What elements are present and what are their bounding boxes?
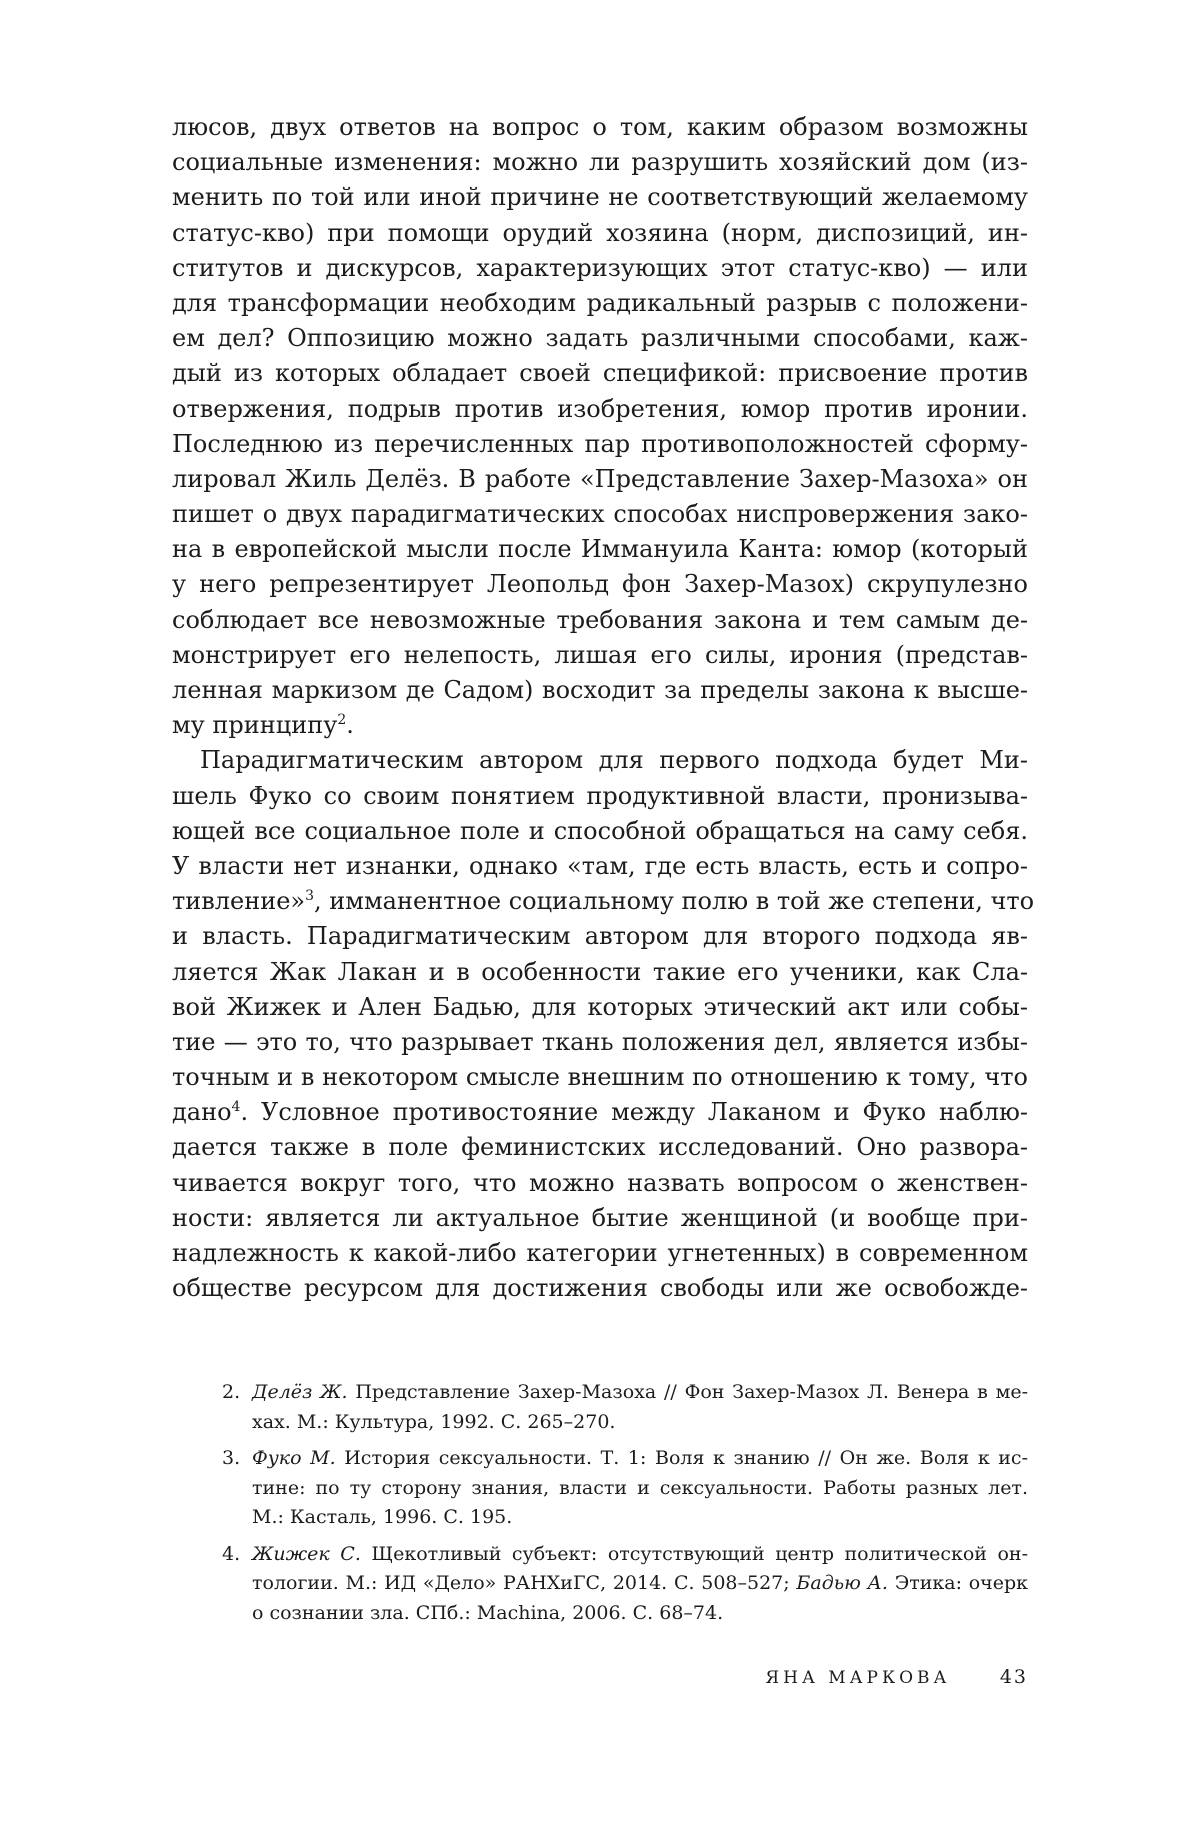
text-line: социальные изменения: можно ли разрушить хозяйский дом (из- xyxy=(172,148,1028,177)
text-line: пишет о двух парадигматических способах ниспровержения зако- xyxy=(172,500,1028,529)
text-line: лировал Жиль Делёз. В работе «Представление Захер-Мазоха» он xyxy=(172,464,1028,493)
text-line: отвержения, подрыв против изобретения, юмор против иронии. xyxy=(172,394,1028,423)
footnote-text: История сексуальности. Т. 1: Воля к знанию // Он же. Воля к ис- xyxy=(335,1447,1028,1469)
footnote-number: 3. xyxy=(222,1447,241,1469)
text-line xyxy=(172,1095,1028,1130)
text-line: ляется Жак Лакан и в особенности такие его ученики, как Сла- xyxy=(172,957,1028,986)
text-line: чивается вокруг того, что можно назвать вопросом о женствен- xyxy=(172,1168,1028,1197)
footnote-author: Бадью А. xyxy=(796,1572,888,1594)
footnote-line xyxy=(252,1444,1028,1474)
footnote-author: Делёз Ж. xyxy=(252,1381,348,1403)
text-segment: дано xyxy=(172,1098,232,1127)
main-text xyxy=(172,110,1035,1306)
footnote-line: о сознании зла. СПб.: Machina, 2006. С. 68–74. xyxy=(252,1601,724,1624)
text-line xyxy=(172,884,1035,919)
text-line: на в европейской мысли после Иммануила Канта: юмор (который xyxy=(172,535,1028,564)
text-line: шель Фуко со своим понятием продуктивной власти, пронизыва- xyxy=(172,781,1028,810)
footnote-text: Представление Захер-Мазоха // Фон Захер-Мазох Л. Венера в ме- xyxy=(347,1381,1029,1403)
text-line: ности: является ли актуальное бытие женщиной (и вообще при- xyxy=(172,1203,1028,1232)
footnotes xyxy=(222,1378,1028,1635)
footnote-4 xyxy=(222,1540,1028,1629)
footnote-number: 2. xyxy=(222,1381,241,1403)
text-line: ленная маркизом де Садом) восходит за пределы закона к высше- xyxy=(172,676,1028,704)
footnote-2 xyxy=(222,1378,1028,1437)
text-segment: . xyxy=(346,711,354,740)
footnote-author: Жижек С. xyxy=(252,1542,361,1565)
footnote-3 xyxy=(222,1444,1028,1533)
page-body xyxy=(172,110,1035,1306)
text-segment: тивление» xyxy=(172,887,306,916)
footnote-body xyxy=(252,1540,1028,1629)
footnote-text: тологии. М.: ИД «Дело» РАНХиГС, 2014. С. 508–527; xyxy=(252,1572,797,1594)
text-line: для трансформации необходим радикальный разрыв с положени- xyxy=(172,288,1028,317)
text-line: ем дел? Оппозицию можно задать различными способами, каж- xyxy=(172,324,1028,353)
text-line: Парадигматическим автором для первого подхода будет Ми- xyxy=(200,746,1028,775)
text-line: дый из которых обладает своей спецификой: присвоение против xyxy=(172,359,1028,388)
footnote-line: М.: Касталь, 1996. С. 195. xyxy=(252,1506,513,1528)
text-segment: , имманентное социальному полю в той же степени, что xyxy=(314,887,1035,916)
text-line: тие — это то, что разрывает ткань положения дел, является избы- xyxy=(172,1027,1028,1056)
footnote-ref-4[interactable]: 4 xyxy=(231,1099,241,1116)
footnote-line: хах. М.: Культура, 1992. С. 265–270. xyxy=(252,1410,616,1433)
running-footer xyxy=(765,1666,1028,1688)
text-line: ющей все социальное поле и способной обращаться на саму себя. xyxy=(172,816,1028,845)
text-line: менить по той или иной причине не соответствующий желаемому xyxy=(172,183,1028,212)
text-line: люсов, двух ответов на вопрос о том, каким образом возможны xyxy=(172,113,1028,141)
page-number: 43 xyxy=(999,1666,1028,1688)
text-line: надлежность к какой-либо категории угнетенных) в современном xyxy=(172,1239,1028,1267)
footnote-line xyxy=(252,1378,1028,1408)
text-line: соблюдает все невозможные требования закона и тем самым де- xyxy=(172,605,1028,634)
footnote-body xyxy=(252,1444,1028,1533)
running-footer-author: ЯНА МАРКОВА xyxy=(765,1668,951,1688)
text-line: У власти нет изнанки, однако «там, где есть власть, есть и сопро- xyxy=(172,851,1028,880)
text-line: вой Жижек и Ален Бадью, для которых этический акт или собы- xyxy=(172,992,1028,1021)
footnote-body xyxy=(252,1378,1028,1437)
footnote-line: тине: по ту сторону знания, власти и сексуальности. Работы разных лет. xyxy=(252,1476,1028,1499)
footnote-text: Этика: очерк xyxy=(887,1572,1029,1594)
text-line: монстрирует его нелепость, лишая его силы, ирония (представ- xyxy=(172,640,1028,669)
footnote-ref-2[interactable]: 2 xyxy=(337,712,347,729)
text-segment: . Условное противостояние между Лаканом и Фуко наблю- xyxy=(240,1098,1028,1127)
text-line: статус-кво) при помощи орудий хозяина (норм, диспозиций, ин- xyxy=(172,218,1028,247)
footnote-line xyxy=(252,1569,1028,1599)
text-line: дается также в поле феминистских исследований. Оно развора- xyxy=(172,1133,1028,1162)
text-line: Последнюю из перечисленных пар противоположностей сформу- xyxy=(172,429,1028,458)
footnote-line xyxy=(252,1540,1028,1570)
footnote-number: 4. xyxy=(222,1542,241,1565)
footnote-text: Щекотливый субъект: отсутствующий центр политической он- xyxy=(360,1542,1029,1565)
footnote-ref-3[interactable]: 3 xyxy=(305,888,315,905)
text-line: у него репрезентирует Леопольд фон Захер-Мазох) скрупулезно xyxy=(172,570,1028,599)
text-line: и власть. Парадигматическим автором для второго подхода яв- xyxy=(172,922,1028,951)
text-line: точным и в некотором смысле внешним по отношению к тому, что xyxy=(172,1063,1028,1092)
text-line: обществе ресурсом для достижения свободы или же освобожде- xyxy=(172,1274,1028,1303)
footnote-author: Фуко М. xyxy=(252,1447,336,1469)
text-line xyxy=(172,708,1028,743)
text-line: ститутов и дискурсов, характеризующих этот статус-кво) — или xyxy=(172,253,1028,282)
text-segment: му принципу xyxy=(172,711,338,740)
